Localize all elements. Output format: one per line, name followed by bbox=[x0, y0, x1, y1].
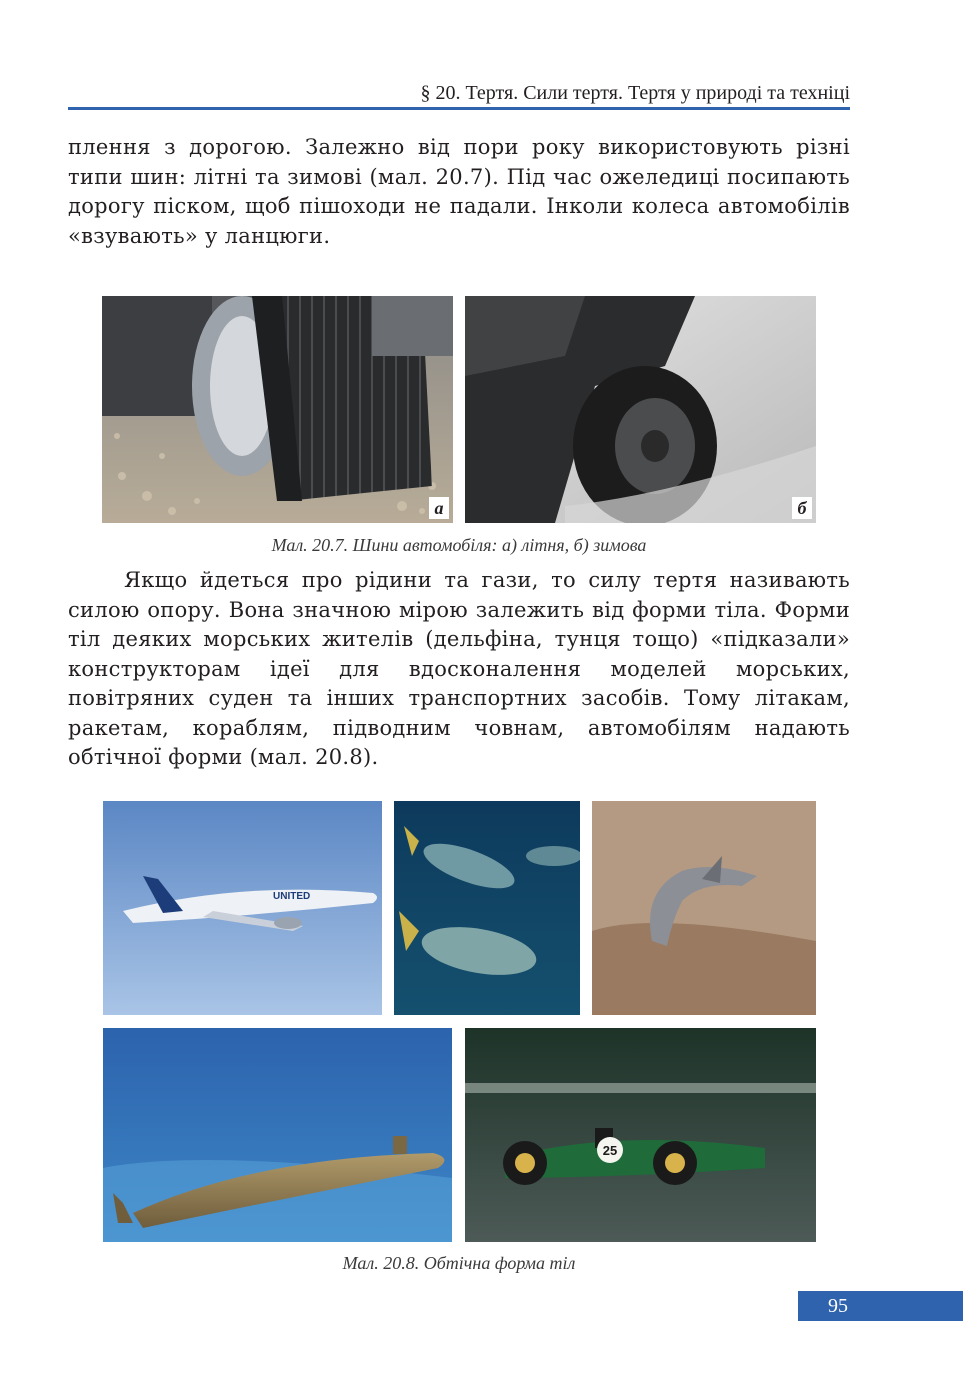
summer-tire-photo bbox=[102, 296, 453, 523]
figure-caption-20-8: Мал. 20.8. Обтічна форма тіл bbox=[342, 1253, 576, 1273]
airplane-livery: UNITED bbox=[273, 891, 311, 902]
figure-caption-20-7: Мал. 20.7. Шини автомобіля: а) літня, б) зимова bbox=[271, 535, 647, 555]
running-header: § 20. Тертя. Сили тертя. Тертя у природі та техніці bbox=[420, 82, 850, 104]
race-car-photo bbox=[465, 1028, 816, 1242]
race-car-number: 25 bbox=[602, 1143, 618, 1158]
page-number: 95 bbox=[798, 1291, 963, 1321]
figure-label-b: б bbox=[792, 497, 812, 519]
winter-tire-photo bbox=[465, 296, 816, 523]
paragraph-1: плення з дорогою. Залежно від пори року використовують різні типи шин: літні та зимові (мал. 20.7). Під час ожеледиці посипають дорогу піском, щоб пішоходи не падали. Інколи колеса автомобілів «взувають» у ланцюги. bbox=[68, 135, 850, 248]
submarine-photo bbox=[103, 1028, 452, 1242]
figure-label-a: а bbox=[429, 497, 449, 519]
tuna-fish-photo bbox=[394, 801, 580, 1015]
paragraph-2: Якщо йдеться про рідини та гази, то силу тертя називають силою опору. Вона значною мірою залежить від форми тіла. Форми тіл деяких морських жителів (дельфіна, тунця тощо) «підказали» конструкторам ідеї для вдосконалення моделей морських, повітряних суден та інших транспортних засобів. Тому літакам, ракетам, кораблям, підводним човнам, автомобілям надають обтічної форми (мал. 20.8). bbox=[68, 568, 850, 769]
header-rule bbox=[68, 107, 850, 110]
airplane-photo bbox=[103, 801, 382, 1015]
dolphin-photo bbox=[592, 801, 816, 1015]
